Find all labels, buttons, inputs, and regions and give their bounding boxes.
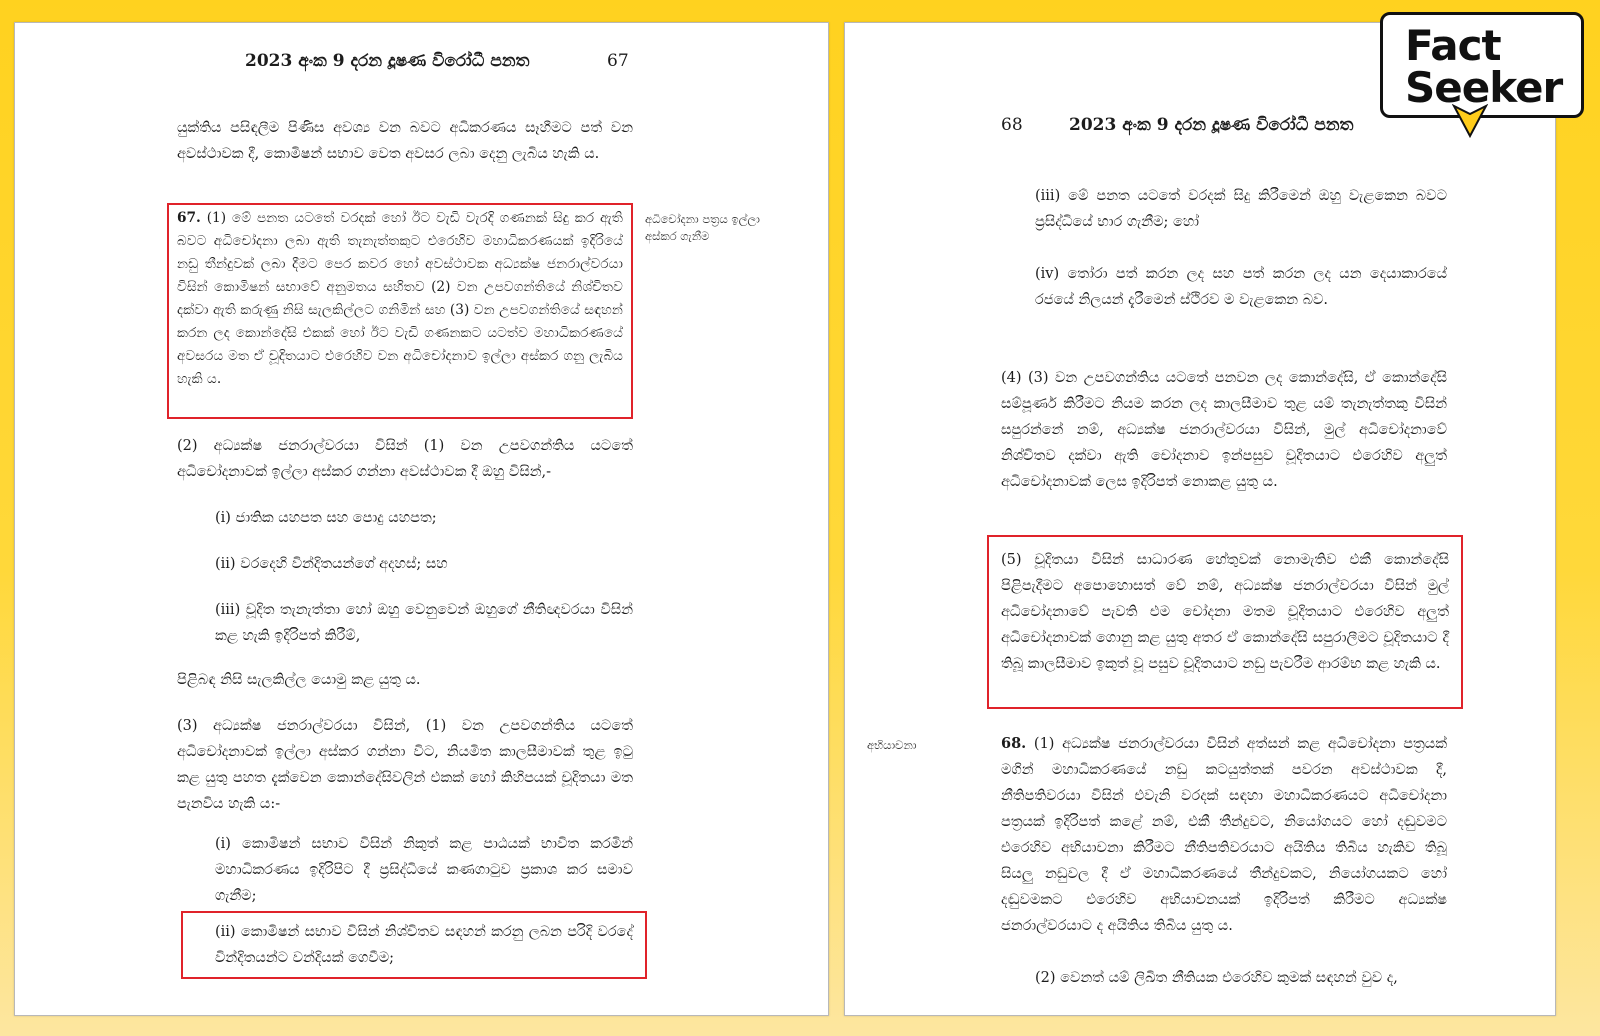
right-page-number: 68 [1001,115,1023,135]
logo-line-2: Seeker [1405,63,1563,112]
left-para-6: පිළිබඳ නිසි සැලකිල්ල යොමු කළ යුතු ය. [177,672,421,688]
left-para-9: (ii) කොමිෂන් සභාව විසින් නිශ්චිතව සඳහන් කරනු ලබන පරිදි වරදේ වින්දිතයන්ට වන්දියක් ගෙවීම; [215,924,633,966]
right-para-0: (iii) මේ පනත යටතේ වරදක් සිදු කිරීමෙන් ඔහු වැළකෙන බවට ප්‍රසිද්ධියේ භාර ගැනීම; හෝ [1035,188,1447,230]
right-margin-note: අභියාචනා [867,738,917,752]
left-para-4: (ii) වරදෙහි වින්දිතයන්ගේ අදහස්; සහ [215,556,448,572]
fact-seeker-logo [1380,12,1584,118]
section-67-1-text: (1) මේ පනත යටතේ වරදක් හෝ ඊට වැඩි වැරදි ගණනක් සිදු කර ඇති බවට අධිචෝදනා ලබා ඇති තැනැත්තකුට එරෙහිව මහාධිකරණයක් ඉදිරියේ නඩු තීන්දුවක් ලබා දීමට පෙර කවර හෝ අවස්ථාවක අධ්‍යක්ෂ ජනරාල්වරයා විසින් කොමිෂන් සභාවේ අනුමතය සහිතව (2) වන උපවගන්තියේ නිශ්චිතව දක්වා ඇති කරුණු නිසි සැලකිල්ලට ගනිමින් සහ (3) වන උපවගන්තියේ සඳහන් කරන ලද කොන්දේසි එකක් හෝ ඊට වැඩි ගණනකට යටත්ව මහාධිකරණයේ අවසරය මත ඒ චූදිතයාට එරෙහිව වන අධිචෝදනාව ඉල්ලා අස්කර ගනු ලැබිය හැකි ය. [177,210,623,387]
left-para-8: (i) කොමිෂන් සභාව විසින් නිකුත් කළ පාඨයක් භාවිත කරමින් මහාධිකරණය ඉදිරිපිට දී ප්‍රසිද්ධියේ කණගාටුව ප්‍රකාශ කර සමාව ගැනීම; [215,836,633,904]
left-page-number: 67 [607,51,629,71]
right-para-5: (2) වෙනත් යම් ලිඛිත නීතියක එරෙහිව කුමක් සඳහන් වුව ද, [1035,970,1398,986]
right-para-1: (iv) තෝරා පත් කරන ලද සහ පත් කරන ලද යන දෙයාකාරයේ රජයේ නිලයන් දැරීමෙන් ස්ථිරව ම වැළකෙන බව. [1035,266,1447,308]
left-para-7: (3) අධ්‍යක්ෂ ජනරාල්වරයා විසින්, (1) වන උපවගන්තිය යටතේ අධිචෝදනාවක් ඉල්ලා අස්කර ගන්නා විට, නියමිත කාලසීමාවක් තුළ ඉටු කළ යුතු පහත දැක්වෙන කොන්දේසිවලින් එකක් හෝ කිහිපයක් චූදිතයා මත පැනවිය හැකි ය:- [177,718,633,812]
left-para-0: යුක්තිය පසිඳලීම පිණිස අවශ්‍ය වන බවට අධිකරණය සෑහීමට පත් වන අවස්ථාවක දී, කොමිෂන් සභාව වෙත අවසර ලබා දෙනු ලැබිය හැකි ය. [177,120,633,162]
left-para-2: (2) අධ්‍යක්ෂ ජනරාල්වරයා විසින් (1) වන උපවගන්තිය යටතේ අධිචෝදනාවක් ඉල්ලා අස්කර ගන්නා අවස්ථාවක දී ඔහු විසින්,- [177,438,633,480]
right-para-2: (4) (3) වන උපවගන්තිය යටතේ පනවන ලද කොන්දේසි, ඒ කොන්දේසි සම්පූර්ණ කිරීමට නියම කරන ලද කාලසීමාව තුළ යම් තැනැත්තකු විසින් සපුරන්නේ නම්, අධ්‍යක්ෂ ජනරාල්වරයා විසින්, මුල් අධිචෝදනාවේ නිශ්චිතව දක්වා ඇති චෝදනාව ඉන්පසුව චූදිතයාට එරෙහිව අලුත් අධිචෝදනාවක් ලෙස ඉදිරිපත් නොකළ යුතු ය. [1001,370,1447,490]
left-section-67-1 [177,207,623,391]
left-para-3: (i) ජාතික යහපත සහ පොදු යහපත; [215,510,437,526]
section-number: 67. [177,210,201,226]
right-section-68-1 [1001,731,1447,939]
left-document-page [14,22,829,1016]
section-number: 68. [1001,735,1027,752]
left-margin-note: අධිචෝදනා පත්‍රය ඉල්ලා අස්කර ගැනීම [645,212,760,243]
right-page-header: 2023 අංක 9 දරන දූෂණ විරෝධී පනත [1069,115,1354,135]
section-68-1-text: (1) අධ්‍යක්ෂ ජනරාල්වරයා විසින් අත්සන් කළ අධිචෝදනා පත්‍රයක් මගින් මහාධිකරණයේ නඩු කටයුත්තක් පවරන අවස්ථාවක දී, නීතිපතිවරයා විසින් එවැනි වරදක් සඳහා මහාධිකරණයට අධිචෝදනා පත්‍රයක් ඉදිරිපත් කළේ නම්, එකී තීන්දුවට, නියෝගයට හෝ දඬුවමට එරෙහිව අභියාචනා කිරීමට නීතිපතිවරයාට අයිතිය තිබිය හැකිව තිබූ සියලු නඩුවල දී ඒ මහාධිකරණයේ තීන්දුවකට, නියෝගයකට හෝ දඬුවමකට එරෙහිව අභියාචනයක් ඉදිරිපත් කිරීමට අධ්‍යක්ෂ ජනරාල්වරයාට ද අයිතිය තිබිය යුතු ය. [1001,736,1447,934]
logo-line-1: Fact [1405,21,1501,70]
right-document-page [844,22,1556,1016]
logo-pin-icon [1452,104,1488,140]
left-para-5: (iii) චූදිත තැනැත්තා හෝ ඔහු වෙනුවෙන් ඔහුගේ නීතිඥවරයා විසින් කළ හැකි ඉදිරිපත් කිරීම්, [215,602,633,644]
left-page-header: 2023 අංක 9 දරන දූෂණ විරෝධී පනත [245,51,530,71]
right-para-3: (5) චූදිතයා විසින් සාධාරණ හේතුවක් නොමැතිව එකී කොන්දේසි පිළිපැදීමට අපොහොසත් වේ නම්, අධ්‍යක්ෂ ජනරාල්වරයා විසින් මුල් අධිචෝදනාවේ පැවති එම චෝදනා මතම චූදිතයාට එරෙහිව අලුත් අධිචෝදනාවක් ගොනු කළ යුතු අතර ඒ කොන්දේසි සපුරාලීමට චූදිතයාට දී තිබූ කාලසීමාව ඉකුත් වූ පසුව චූදිතයාට නඩු පැවරීම ආරම්භ කළ හැකි ය. [1001,552,1449,672]
